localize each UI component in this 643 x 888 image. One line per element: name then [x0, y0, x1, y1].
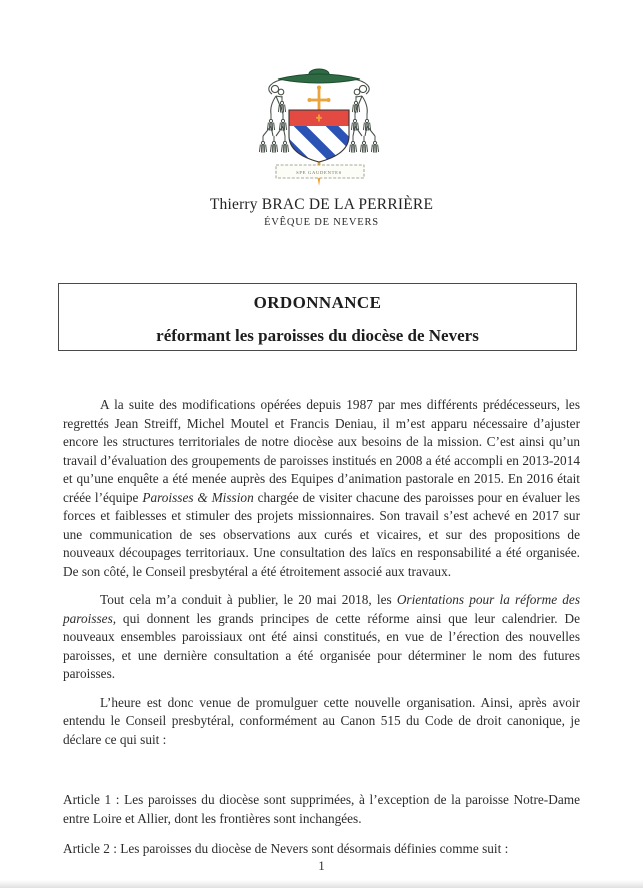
cross-tip-icon [318, 178, 321, 186]
galero-hat-icon [278, 69, 360, 83]
paragraph-1-text-a: A la suite des modifications opérées depuis 1987 par mes différents prédécesseurs, les regrettés Jean Streiff, Michel Moutel et Francis Deniau, il m’est apparu nécessaire d’ajuster encore les structures territoriales de notre diocèse aux besoins de la mission. C’est ainsi qu’un travail d’évaluation des groupements de paroisses institués en 2008 a été accompli en 2013-2014 et qu’une enquête a été menée auprès des Equipes d’animation pastorale en 2015. En 2016 était créée l’équipe [63, 397, 580, 505]
paragraph-2-text-a: Tout cela m’a conduit à publier, le 20 mai 2018, les [100, 592, 397, 607]
bishop-title: ÉVÊQUE DE NEVERS [264, 217, 379, 228]
paragraph-2 [63, 591, 580, 684]
bishop-name: Thierry BRAC DE LA PERRIÈRE [209, 196, 434, 213]
paragraph-1-text-c: chargée de visiter chacune des paroisses pour en évaluer les forces et faiblesses et stimuler des projets missionnaires. Son travail s’est achevé en 2017 sur une communication de ses observations aux curés et vicaires, et sur des propositions de nouveaux découpages territoriaux. Une consultation des laïcs en responsabilité a été organisée. De son côté, le Conseil presbytéral a été étroitement associé aux travaux. [63, 489, 581, 579]
document-body [63, 396, 580, 859]
episcopal-coat-of-arms-icon [252, 66, 392, 192]
document-title: ORDONNANCE [253, 293, 382, 312]
paragraph-1-italic: Paroisses & Mission [142, 489, 254, 505]
page-number: 1 [318, 858, 325, 873]
article-1: Article 1 : Les paroisses du diocèse sont supprimées, à l’exception de la paroisse Notre-Dame entre Loire et Allier, dont les frontières sont inchangées. [63, 792, 580, 826]
motto-scroll [276, 165, 364, 178]
paragraph-3: L’heure est donc venue de promulguer cette nouvelle organisation. Ainsi, après avoir entendu le Conseil presbytéral, conformément au Canon 515 du Code de droit canonique, je déclare ce qui suit : [63, 694, 580, 747]
paragraph-2-italic: Orientations pour la réforme des paroisses, [63, 592, 580, 626]
document-subtitle: réformant les paroisses du diocèse de Nevers [156, 326, 479, 345]
title-box [58, 283, 577, 351]
motto-text: SPE GAUDENTES [296, 170, 342, 175]
paragraph-1 [63, 396, 580, 581]
paragraph-2-text-c: qui donnent les grands principes de cette réforme ainsi que leur calendrier. De nouveaux ensembles paroissiaux ont été ainsi constitués, en vue de l’érection des nouvelles paroisses, et une dernière consultation a été organisée pour déterminer le nom des futures paroisses. [63, 610, 580, 681]
article-2: Article 2 : Les paroisses du diocèse de Nevers sont désormais définies comme suit : [63, 841, 509, 856]
letterhead [0, 196, 643, 228]
